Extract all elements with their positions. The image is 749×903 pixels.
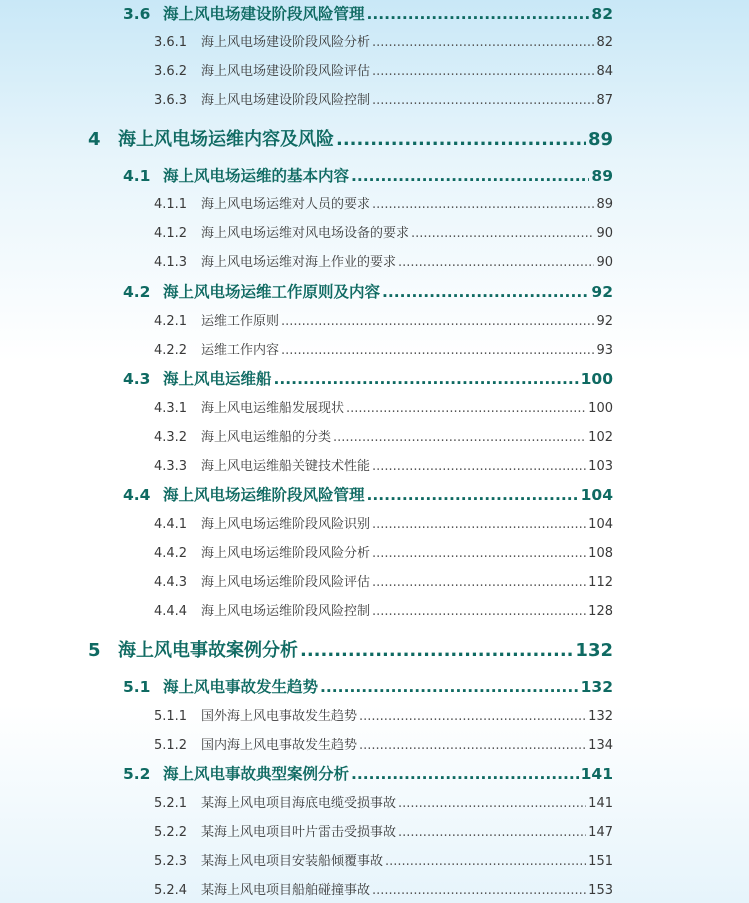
toc-number: 4.3.3 [154,459,188,474]
toc-page: 93 [596,343,613,358]
toc-title: 海上风电运维船关键技术性能 [201,459,371,474]
toc-title: 某海上风电项目海底电缆受损事故 [201,796,397,811]
toc-page: 89 [591,167,613,185]
toc-entry[interactable] [154,542,613,560]
toc-page: 104 [580,486,613,504]
toc-page: 82 [591,5,613,23]
toc-entry[interactable] [123,164,613,184]
toc-page: 92 [591,283,613,301]
toc-page: 128 [588,604,613,619]
toc-page: 104 [588,517,613,532]
toc-title: 海上风电场运维的基本内容 [163,167,350,185]
toc-title: 海上风电场建设阶段风险控制 [201,93,371,108]
toc-page: 82 [596,35,613,50]
toc-number: 5.2.2 [154,825,188,840]
toc-entry[interactable] [154,571,613,589]
toc-entry[interactable] [154,513,613,531]
toc-page: 90 [596,255,613,270]
toc-entry[interactable] [154,193,613,211]
toc-entry[interactable] [154,455,613,473]
dot-leader [367,5,590,23]
toc-entry[interactable] [123,762,613,782]
toc-number: 5.2 [123,765,151,783]
toc-title: 海上风电场建设阶段风险评估 [201,64,371,79]
toc-title: 海上风电场建设阶段风险分析 [201,35,371,50]
dot-leader [372,93,594,108]
toc-title: 海上风电场运维对风电场设备的要求 [201,226,410,241]
dot-leader [411,226,594,241]
toc-page: 102 [588,430,613,445]
toc-title: 运维工作内容 [201,343,280,358]
dot-leader [372,604,586,619]
dot-leader [351,167,589,185]
toc-number: 3.6.2 [154,64,188,79]
toc-title: 国内海上风电事故发生趋势 [201,738,358,753]
toc-number: 4 [88,129,101,150]
dot-leader [351,765,579,783]
toc-entry[interactable] [154,397,613,415]
toc-page: 103 [588,459,613,474]
dot-leader [281,343,594,358]
toc-number: 4.1.1 [154,197,188,212]
dot-leader [336,129,586,150]
toc-number: 4.4.2 [154,546,188,561]
toc-title: 海上风电场运维阶段风险控制 [201,604,371,619]
dot-leader [372,35,594,50]
dot-leader [385,854,586,869]
toc-number: 4.1 [123,167,151,185]
toc-title: 海上风电场运维阶段风险评估 [201,575,371,590]
toc-entry[interactable] [154,339,613,357]
dot-leader [372,459,586,474]
toc-number: 4.4.4 [154,604,188,619]
toc-title: 某海上风电项目叶片雷击受损事故 [201,825,397,840]
toc-title: 海上风电运维船 [163,370,272,388]
dot-leader [398,255,594,270]
toc-number: 5.2.3 [154,854,188,869]
toc-page: 87 [596,93,613,108]
toc-page: 100 [588,401,613,416]
toc-entry[interactable] [154,310,613,328]
toc-title: 国外海上风电事故发生趋势 [201,709,358,724]
dot-leader [281,314,594,329]
toc-entry[interactable] [123,675,613,695]
toc-number: 5.1.1 [154,709,188,724]
dot-leader [372,517,586,532]
toc-number: 5.2.1 [154,796,188,811]
toc-entry[interactable] [154,705,613,723]
dot-leader [359,709,586,724]
toc-entry[interactable] [123,280,613,300]
toc-number: 5.2.4 [154,883,188,898]
dot-leader [346,401,586,416]
dot-leader [372,575,586,590]
toc-page: 132 [588,709,613,724]
toc-page: 89 [596,197,613,212]
toc-page: 89 [587,129,613,150]
toc-title: 海上风电场运维阶段风险分析 [201,546,371,561]
toc-number: 4.2 [123,283,151,301]
dot-leader [274,370,579,388]
toc-page: 132 [580,678,613,696]
dot-leader [320,678,579,696]
toc-title: 海上风电事故典型案例分析 [163,765,350,783]
toc-title: 海上风电事故发生趋势 [163,678,319,696]
dot-leader [372,883,586,898]
toc-title: 海上风电场运维对海上作业的要求 [201,255,397,270]
toc-entry[interactable] [154,850,613,868]
toc-entry[interactable] [123,2,613,22]
toc-title: 海上风电场运维内容及风险 [118,129,334,150]
toc-entry[interactable] [154,821,613,839]
toc-entry[interactable] [154,426,613,444]
toc-entry[interactable] [154,31,613,49]
toc-entry[interactable] [123,483,613,503]
toc-title: 海上风电场建设阶段风险管理 [163,5,365,23]
dot-leader [382,283,589,301]
toc-number: 3.6.1 [154,35,188,50]
toc-number: 5 [88,640,101,661]
toc-number: 4.2.2 [154,343,188,358]
toc-number: 4.1.3 [154,255,188,270]
toc-title: 海上风电场运维阶段风险识别 [201,517,371,532]
toc-number: 4.4 [123,486,151,504]
toc-entry[interactable] [88,636,613,661]
toc-entry[interactable] [154,600,613,618]
dot-leader [333,430,586,445]
dot-leader [372,64,594,79]
toc-page: 112 [588,575,613,590]
toc-page: 151 [588,854,613,869]
dot-leader [398,796,586,811]
toc-page: 153 [588,883,613,898]
toc-entry[interactable] [154,792,613,810]
toc-page: 90 [596,226,613,241]
toc-page: 141 [580,765,613,783]
toc-number: 4.3 [123,370,151,388]
toc-title: 某海上风电项目船舶碰撞事故 [201,883,371,898]
toc-page: 132 [575,640,613,661]
toc-entry[interactable] [154,879,613,897]
toc-entry[interactable] [154,60,613,78]
toc-page: 141 [588,796,613,811]
toc-entry[interactable] [154,734,613,752]
toc-entry[interactable] [154,89,613,107]
toc-title: 运维工作原则 [201,314,280,329]
toc-page: 100 [580,370,613,388]
toc-page: 92 [596,314,613,329]
toc-number: 4.3.2 [154,430,188,445]
toc-number: 4.3.1 [154,401,188,416]
toc-title: 某海上风电项目安装船倾覆事故 [201,854,384,869]
toc-title: 海上风电场运维工作原则及内容 [163,283,381,301]
toc-page: 134 [588,738,613,753]
toc-entry[interactable] [154,251,613,269]
dot-leader [372,546,586,561]
toc-entry[interactable] [123,367,613,387]
toc-title: 海上风电事故案例分析 [118,640,298,661]
toc-number: 3.6.3 [154,93,188,108]
toc-title: 海上风电场运维阶段风险管理 [163,486,365,504]
toc-entry[interactable] [154,222,613,240]
dot-leader [372,197,594,212]
toc-number: 3.6 [123,5,151,23]
toc-page: 108 [588,546,613,561]
toc-number: 5.1 [123,678,151,696]
toc-page: 147 [588,825,613,840]
toc-title: 海上风电运维船发展现状 [201,401,345,416]
toc-title: 海上风电运维船的分类 [201,430,332,445]
dot-leader [300,640,573,661]
toc-page: 84 [596,64,613,79]
toc-title: 海上风电场运维对人员的要求 [201,197,371,212]
toc-number: 4.4.1 [154,517,188,532]
toc-number: 4.1.2 [154,226,188,241]
toc-number: 4.2.1 [154,314,188,329]
toc-number: 4.4.3 [154,575,188,590]
dot-leader [367,486,579,504]
dot-leader [359,738,586,753]
dot-leader [398,825,586,840]
toc-number: 5.1.2 [154,738,188,753]
toc-entry[interactable] [88,125,613,150]
